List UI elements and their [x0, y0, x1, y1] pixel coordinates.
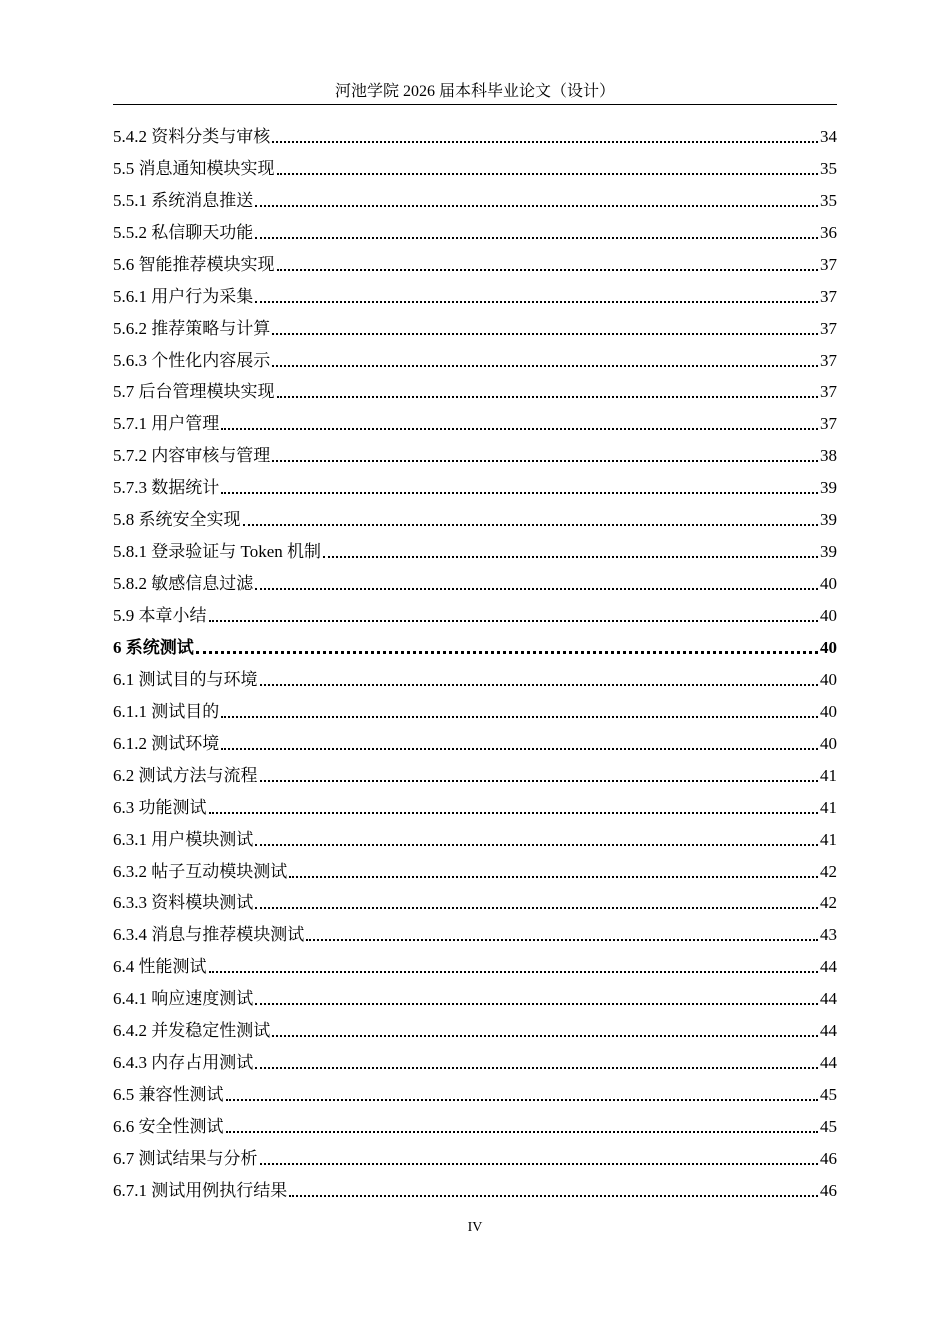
toc-entry-title: 5.5.2 私信聊天功能	[113, 222, 254, 242]
toc-entry-title: 6.3.3 资料模块测试	[113, 893, 254, 913]
toc-entry-page-number: 41	[820, 797, 837, 817]
toc-dot-leader	[226, 1098, 819, 1101]
toc-dot-leader	[289, 1194, 818, 1197]
toc-dot-leader	[255, 300, 818, 303]
toc-entry[interactable]	[113, 276, 837, 308]
toc-entry-page-number: 36	[820, 222, 837, 242]
toc-entry-page-number: 43	[820, 925, 837, 945]
toc-dot-leader	[221, 715, 818, 718]
toc-dot-leader	[209, 970, 819, 973]
toc-entry-page-number: 39	[820, 542, 837, 562]
toc-entry-title: 5.6 智能推荐模块实现	[113, 254, 275, 274]
toc-dot-leader	[260, 779, 819, 782]
toc-entry-page-number: 40	[820, 669, 837, 689]
toc-dot-leader	[221, 427, 818, 430]
toc-entry[interactable]	[113, 883, 837, 915]
toc-entry[interactable]	[113, 499, 837, 531]
toc-entry[interactable]	[113, 212, 837, 244]
toc-entry-title: 5.7.2 内容审核与管理	[113, 446, 271, 466]
toc-entry-title: 6.7 测试结果与分析	[113, 1148, 258, 1168]
toc-dot-leader	[221, 491, 818, 494]
toc-entry-page-number: 45	[820, 1117, 837, 1136]
toc-entry-page-number: 37	[820, 318, 837, 338]
toc-entry-title: 5.5.1 系统消息推送	[113, 190, 254, 210]
toc-dot-leader	[255, 843, 818, 846]
toc-entry[interactable]	[113, 914, 837, 946]
toc-entry-title: 6.4.2 并发稳定性测试	[113, 1021, 271, 1041]
toc-dot-leader	[277, 268, 819, 271]
toc-dot-leader	[277, 172, 819, 175]
toc-entry[interactable]	[113, 244, 837, 276]
toc-dot-leader	[243, 523, 819, 526]
toc-entry-page-number: 45	[820, 1085, 837, 1105]
toc-dot-leader	[255, 906, 818, 909]
toc-entry[interactable]	[113, 467, 837, 499]
toc-entry-page-number: 40	[820, 574, 837, 594]
toc-entry-page-number: 42	[820, 861, 837, 881]
toc-entry-title: 6.3.1 用户模块测试	[113, 829, 254, 849]
toc-entry-page-number: 44	[820, 989, 837, 1009]
toc-entry[interactable]	[113, 1170, 837, 1202]
toc-entry-page-number: 40	[820, 733, 837, 753]
toc-dot-leader	[255, 204, 818, 207]
toc-dot-leader	[255, 1066, 818, 1069]
toc-dot-leader	[277, 395, 819, 398]
toc-entry-title: 5.8.1 登录验证与 Token 机制	[113, 542, 321, 562]
toc-entry-title: 6.4.3 内存占用测试	[113, 1053, 254, 1073]
toc-dot-leader	[272, 364, 818, 367]
toc-entry[interactable]	[113, 755, 837, 787]
toc-dot-leader	[221, 747, 818, 750]
toc-entry-title: 5.6.3 个性化内容展示	[113, 350, 271, 370]
toc-entry-page-number: 41	[820, 765, 837, 785]
toc-entry[interactable]	[113, 1042, 837, 1074]
toc-entry-title: 6.5 兼容性测试	[113, 1085, 224, 1105]
toc-dot-leader	[260, 1162, 819, 1165]
toc-entry-page-number: 44	[820, 1053, 837, 1073]
toc-entry[interactable]	[113, 563, 837, 595]
toc-entry[interactable]	[113, 787, 837, 819]
toc-entry-title: 5.7 后台管理模块实现	[113, 382, 275, 402]
toc-dot-leader	[272, 1034, 818, 1037]
toc-dot-leader	[196, 650, 818, 654]
toc-entry-title: 6.6 安全性测试	[113, 1117, 224, 1136]
toc-entry[interactable]	[113, 148, 837, 180]
toc-entry-title: 6.4.1 响应速度测试	[113, 989, 254, 1009]
toc-entry-page-number: 34	[820, 126, 837, 146]
toc-dot-leader	[260, 683, 819, 686]
toc-entry[interactable]	[113, 723, 837, 755]
toc-entry-page-number: 37	[820, 382, 837, 402]
toc-entry-page-number: 42	[820, 893, 837, 913]
toc-entry-page-number: 46	[820, 1148, 837, 1168]
toc-entry-title: 6.1 测试目的与环境	[113, 669, 258, 689]
toc-dot-leader	[272, 459, 818, 462]
toc-entry[interactable]	[113, 1106, 837, 1138]
toc-entry-title: 5.8 系统安全实现	[113, 510, 241, 530]
toc-entry-title: 5.6.2 推荐策略与计算	[113, 318, 271, 338]
toc-entry-title: 6.2 测试方法与流程	[113, 765, 258, 785]
toc-dot-leader	[209, 811, 819, 814]
toc-entry[interactable]	[113, 340, 837, 372]
toc-entry-page-number: 37	[820, 254, 837, 274]
toc-entry-title: 5.4.2 资料分类与审核	[113, 126, 271, 146]
toc-entry[interactable]	[113, 308, 837, 340]
toc-entry-page-number: 39	[820, 478, 837, 498]
toc-entry-page-number: 39	[820, 510, 837, 530]
toc-entry-title: 6 系统测试	[113, 637, 194, 657]
header-rule	[113, 104, 837, 105]
toc-entry-page-number: 37	[820, 286, 837, 306]
toc-chapter-entry[interactable]	[113, 627, 837, 659]
toc-dot-leader	[209, 619, 819, 622]
toc-dot-leader	[272, 140, 818, 143]
page-number: IV	[467, 1220, 483, 1235]
toc-entry[interactable]	[113, 1010, 837, 1042]
toc-entry[interactable]	[113, 659, 837, 691]
toc-entry-page-number: 44	[820, 957, 837, 977]
toc-entry-page-number: 44	[820, 1021, 837, 1041]
toc-entry[interactable]	[113, 531, 837, 563]
toc-entry-page-number: 37	[820, 414, 837, 434]
toc-entry-title: 5.7.1 用户管理	[113, 414, 220, 434]
toc-dot-leader	[255, 587, 818, 590]
toc-entry-title: 5.6.1 用户行为采集	[113, 286, 254, 306]
toc-entry-page-number: 40	[820, 637, 837, 657]
toc-entry[interactable]	[113, 180, 837, 212]
toc-entry-title: 6.3.2 帖子互动模块测试	[113, 861, 288, 881]
toc-entry[interactable]	[113, 595, 837, 627]
toc-entry[interactable]	[113, 946, 837, 978]
toc-entry[interactable]	[113, 851, 837, 883]
toc-dot-leader	[306, 938, 818, 941]
toc-entry-title: 6.4 性能测试	[113, 957, 207, 977]
toc-entry[interactable]	[113, 372, 837, 404]
toc-dot-leader	[289, 875, 818, 878]
page-header: 河池学院 2026 届本科毕业论文（设计）	[334, 83, 615, 100]
toc-entry[interactable]	[113, 1138, 837, 1170]
toc-entry-title: 6.3 功能测试	[113, 797, 207, 817]
toc-entry-page-number: 40	[820, 606, 837, 625]
toc-dot-leader	[255, 236, 818, 239]
toc-entry-page-number: 46	[820, 1180, 837, 1200]
toc-dot-leader	[255, 1002, 818, 1005]
toc-entry-title: 6.1.2 测试环境	[113, 733, 220, 753]
toc-entry[interactable]	[113, 116, 837, 148]
toc-entry-title: 6.7.1 测试用例执行结果	[113, 1180, 288, 1200]
toc-entry-title: 5.7.3 数据统计	[113, 478, 220, 498]
toc-entry[interactable]	[113, 435, 837, 467]
toc-dot-leader	[323, 555, 818, 558]
toc-entry-title: 6.1.1 测试目的	[113, 701, 220, 721]
toc-entry-page-number: 35	[820, 158, 837, 178]
toc-entry-page-number: 41	[820, 829, 837, 849]
toc-entry[interactable]	[113, 819, 837, 851]
toc-entry-title: 6.3.4 消息与推荐模块测试	[113, 925, 305, 945]
toc-entry[interactable]	[113, 403, 837, 435]
toc-entry[interactable]	[113, 1074, 837, 1106]
toc-entry[interactable]	[113, 978, 837, 1010]
toc-entry-title: 5.8.2 敏感信息过滤	[113, 574, 254, 594]
toc-dot-leader	[226, 1130, 819, 1133]
toc-entry-page-number: 37	[820, 350, 837, 370]
toc-entry-page-number: 40	[820, 701, 837, 721]
table-of-contents	[113, 116, 837, 1202]
toc-entry-page-number: 35	[820, 190, 837, 210]
toc-entry[interactable]	[113, 691, 837, 723]
toc-entry-title: 5.5 消息通知模块实现	[113, 158, 275, 178]
toc-entry-page-number: 38	[820, 446, 837, 466]
toc-dot-leader	[272, 332, 818, 335]
toc-entry-title: 5.9 本章小结	[113, 606, 207, 625]
